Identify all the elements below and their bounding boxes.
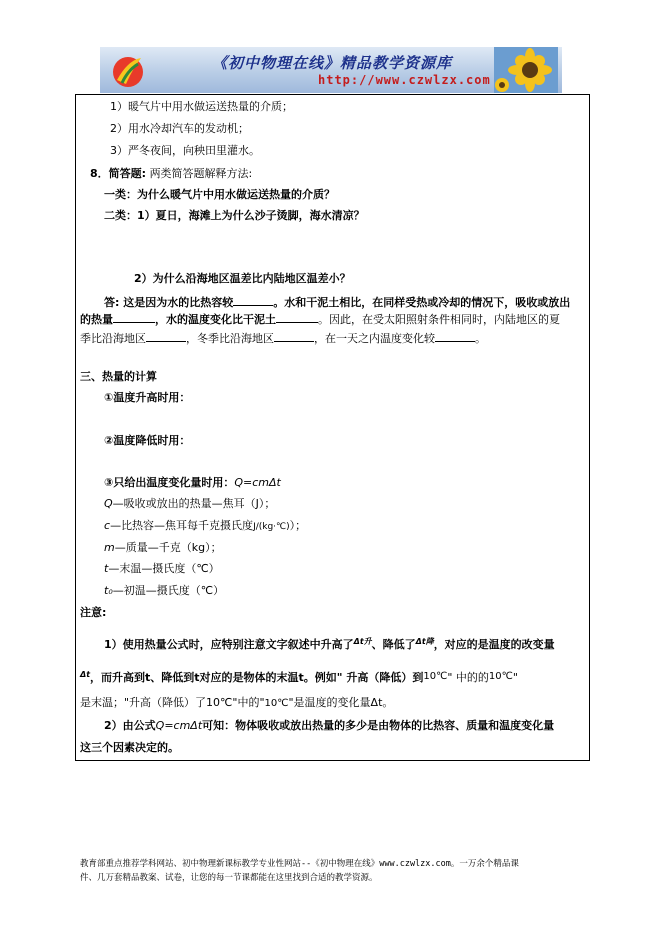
banner-title: 《初中物理在线》精品教学资源库	[212, 54, 453, 72]
delta-t-symbol: Δt降	[415, 637, 434, 646]
question-2: 2）为什么沿海地区温差比内陆地区温差小？	[134, 272, 351, 285]
note-2-line-1	[104, 720, 554, 731]
category-one: 一类：为什么暖气片中用水做运送热量的介质？	[104, 188, 335, 201]
answer-text: 答: 这是因为水的比热容较	[104, 296, 234, 309]
note-2-line-2: 这三个因素决定的。	[80, 741, 179, 754]
answer-blank[interactable]	[435, 332, 475, 342]
variable-desc: —吸收或放出的热量—焦耳（J）；	[112, 497, 276, 510]
banner-url[interactable]: http://www.czwlzx.com	[318, 73, 491, 87]
answer-text: 。	[475, 332, 486, 345]
note-text: " 中的的	[447, 671, 489, 684]
variable-symbol: t	[104, 562, 109, 575]
category-two: 二类：1）夏日，海滩上为什么沙子烫脚，海水清凉？	[104, 209, 365, 222]
answer-text: 。水和干泥土相比，在同样受热或冷却的情况下，吸收或放出	[273, 296, 571, 309]
case-change-label: ③只给出温度变化量时用：	[104, 476, 235, 489]
answer-blank[interactable]	[274, 332, 314, 342]
delta-t-symbol: Δt	[80, 670, 91, 679]
note-heading: 注意:	[80, 606, 107, 619]
note-text: ，对应的是温度的改变量	[433, 638, 555, 651]
section-heading: 三、热量的计算	[80, 370, 157, 383]
answer-text: 季比沿海地区	[80, 332, 146, 345]
question-label: 简答题:	[108, 167, 147, 180]
note-1-line-1	[104, 638, 555, 650]
note-text: 2）由公式	[104, 719, 156, 732]
note-1-line-2	[80, 671, 518, 683]
footer-line: 教育部重点推荐学科网站、初中物理新课标教学专业性网站--《初中物理在线》www.czwlzx.com。一万余个精品课	[80, 859, 519, 869]
temperature-value: 10℃	[264, 698, 289, 709]
answer-line-3	[80, 332, 486, 344]
answer-blank[interactable]	[233, 296, 273, 306]
question-number: 8．	[90, 167, 109, 180]
case-change	[104, 477, 281, 488]
footer-line: 件、几万套精品教案、试卷，让您的每一节课都能在这里找到合适的教学资源。	[80, 873, 378, 883]
variable-symbol: m	[104, 541, 115, 554]
variable-m	[104, 542, 222, 553]
header-banner	[100, 47, 562, 93]
note-text: 是末温；"升高（降低）了10℃"中的"	[80, 696, 265, 709]
variable-symbol: t₀	[104, 584, 113, 597]
answer-text: 。因此，在受太阳照射条件相同时，内陆地区的夏	[318, 313, 560, 326]
sunflower-icon	[494, 47, 558, 93]
text-line: 3）严冬夜间，向秧田里灌水。	[110, 144, 260, 157]
text-line: 1）暖气片中用水做运送热量的介质；	[110, 100, 293, 113]
variable-desc: —质量—千克（kg）；	[114, 541, 222, 554]
variable-symbol: c	[104, 519, 111, 532]
logo-icon	[108, 50, 148, 90]
answer-text: ，冬季比沿海地区	[186, 332, 274, 345]
answer-text: 的热量	[80, 313, 113, 326]
variable-desc: —比热容—焦耳每千克摄氏度	[110, 519, 254, 532]
variable-c	[104, 520, 306, 532]
question-8	[90, 168, 252, 179]
answer-blank[interactable]	[276, 313, 318, 323]
temperature-value: 10℃	[488, 671, 513, 682]
note-text: ，而升高到t、降低到t对应的是物体的末温t。例如" 升高（降低）到	[90, 671, 424, 684]
note-text: 、降低了	[371, 638, 416, 651]
page-footer	[80, 857, 600, 885]
note-text: 1）使用热量公式时，应特别注意文字叙述中升高了	[104, 638, 354, 651]
case-fall: ②温度降低时用：	[104, 434, 191, 447]
variable-desc: ）；	[289, 519, 307, 532]
answer-text: ，水的温度变化比干泥土	[155, 313, 276, 326]
text-line: 2）用水冷却汽车的发动机；	[110, 122, 249, 135]
question-text: 两类简答题解释方法:	[149, 167, 253, 180]
variable-t0	[104, 585, 224, 596]
heat-formula: Q=cmΔt	[155, 719, 203, 732]
heat-formula: Q=cmΔt	[234, 476, 281, 489]
note-text: "	[512, 671, 518, 684]
answer-blank[interactable]	[146, 332, 186, 342]
case-rise: ①温度升高时用：	[104, 391, 191, 404]
variable-unit: J/(kg·℃)	[253, 522, 290, 532]
answer-text: ，在一天之内温度变化较	[314, 332, 435, 345]
answer-line-1	[104, 296, 570, 308]
note-1-line-3	[80, 697, 393, 709]
answer-line-2	[80, 313, 560, 325]
variable-t	[104, 563, 220, 574]
variable-symbol: Q	[104, 497, 113, 510]
answer-blank[interactable]	[113, 313, 155, 323]
variable-q	[104, 498, 275, 509]
note-text: 可知：物体吸收或放出热量的多少是由物体的比热容、质量和温度变化量	[202, 719, 555, 732]
temperature-value: 10℃	[423, 671, 448, 682]
delta-t-symbol: Δt升	[353, 637, 372, 646]
variable-desc: —初温—摄氏度（℃）	[112, 584, 225, 597]
variable-desc: —末温—摄氏度（℃）	[108, 562, 220, 575]
note-text: "是温度的变化量Δt。	[288, 696, 394, 709]
